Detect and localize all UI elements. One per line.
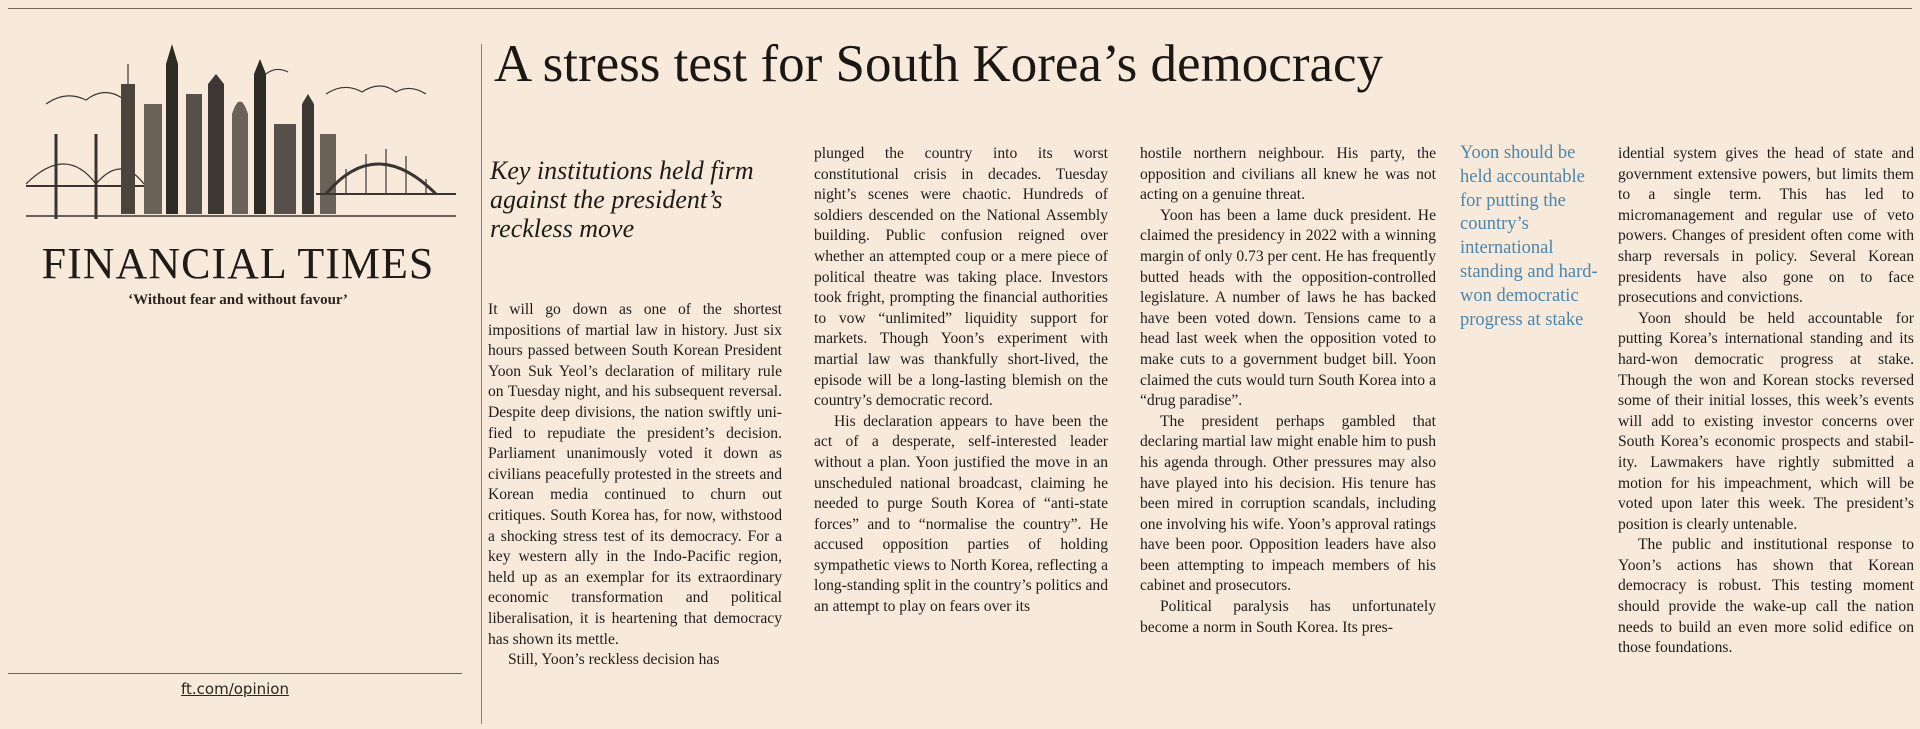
paragraph: Still, Yoon’s reckless decision has bbox=[508, 651, 720, 669]
paragraph: plunged the country into its worst constitutional crisis in decades. Tuesday night’s scenes were chaotic. Hundreds of soldiers descended on the National Assembly building. Public confusion reigned over whether an attempted coup or a mere piece of political theatre was taking place. Investors took fright, prompting the financial authorities to vow “unlimited” liquidity support for markets. Though Yoon’s experiment with martial law was thankfully short-lived, the episode will be a long-lasting blemish on the country’s democratic record. bbox=[814, 145, 1108, 410]
article-column-5 bbox=[1618, 144, 1914, 659]
masthead bbox=[8, 24, 468, 724]
pull-quote: Yoon should be held accountable for putting the country’s international standing and hard-won democratic progress at stake bbox=[1460, 143, 1598, 330]
paragraph: It will go down as one of the shortest impositions of martial law in history. Just six hours passed between South Korean President Yoon Suk Yeol’s declaration of military rule on Tuesday night, and his subsequent reversal. Despite deep divisions, the nation swiftly unified to repudiate the president’s decision. Parliament unanimously voted it down as civilians peacefully protested in the streets and Korean media continued to churn out critiques. South Korea has, for now, withstood a shocking stress test of its democracy. For a key western ally in the Indo-Pacific region, held up as an exemplar for its extraordinary economic transformation and political liberalisation, it is heartening that democracy has shown its mettle. bbox=[488, 301, 782, 648]
paragraph: Yoon has been a lame duck president. He claimed the presidency in 2022 with a winning margin of only 0.73 per cent. He has frequently butted heads with the opposition-controlled legislature. A number of laws he has backed have been voted down. Tensions came to a head last week when the opposition voted to make cuts to a government budget bill. Yoon claimed the cuts would turn South Korea into a “drug paradise”. bbox=[1140, 206, 1436, 410]
article-column-3 bbox=[1140, 144, 1436, 638]
city-skyline-illustration bbox=[26, 34, 456, 219]
article-headline: A stress test for South Korea’s democracy bbox=[494, 35, 1384, 93]
article-column-1 bbox=[488, 300, 782, 671]
publication-motto: ‘Without fear and without favour’ bbox=[128, 292, 348, 308]
top-rule bbox=[8, 8, 1912, 9]
paragraph: His declaration appears to have been the act of a desperate, self-interested leader without a plan. Yoon justified the move in an unscheduled national broadcast, claiming he needed to purge South Korea of “anti-state forces” and to “normalise the country”. He accused opposition parties of holding sympathetic views to North Korea, reflecting a long-standing split in the country’s politics and an attempt to play on fears over its bbox=[814, 412, 1108, 616]
paragraph: Political paralysis has unfortunately become a norm in South Korea. Its pres- bbox=[1140, 598, 1436, 636]
article-column-2 bbox=[814, 144, 1108, 618]
paragraph: hostile northern neighbour. His party, the opposition and civilians all knew he was not acting on a genuine threat. bbox=[1140, 145, 1436, 204]
column-divider bbox=[481, 44, 482, 724]
masthead-bottom-rule bbox=[8, 673, 462, 674]
paragraph: The public and institutional response to Yoon’s actions has shown that Korean democracy is robust. This testing moment should provide the wake-up call the nation needs to build an even more solid edifice on those foundations. bbox=[1618, 536, 1914, 657]
opinion-link[interactable]: ft.com/opinion bbox=[181, 680, 289, 698]
paragraph: The president perhaps gambled that declaring martial law might enable him to push his agenda through. Other pressures may also have played into his decision. His tenure has been mired in corruption scandals, including one involving his wife. Yoon’s approval ratings have been poor. Opposition leaders have also been attempting to impeach members of his cabinet and prosecutors. bbox=[1140, 412, 1436, 595]
article-standfirst: Key institutions held firm against the president’s reckless move bbox=[490, 156, 754, 243]
paragraph: idential system gives the head of state and government extensive powers, but limits them to a single term. This has led to micromanagement and regular use of veto powers. Changes of president often come with sharp reversals in policy. Several Korean presidents have also gone on to face prosecutions and convictions. bbox=[1618, 145, 1914, 307]
publication-name: FINANCIAL TIMES bbox=[41, 239, 435, 288]
paragraph: Yoon should be held accountable for putting Korea’s international standing and its hard-won democratic progress at stake. Though the won and Korean stocks reversed some of their initial losses, this week’s events will add to existing investor concerns over South Korea’s economic prospects and stability. Lawmakers have rightly submitted a motion for his impeachment, which will be voted upon later this week. The president’s position is clearly untenable. bbox=[1618, 309, 1914, 533]
